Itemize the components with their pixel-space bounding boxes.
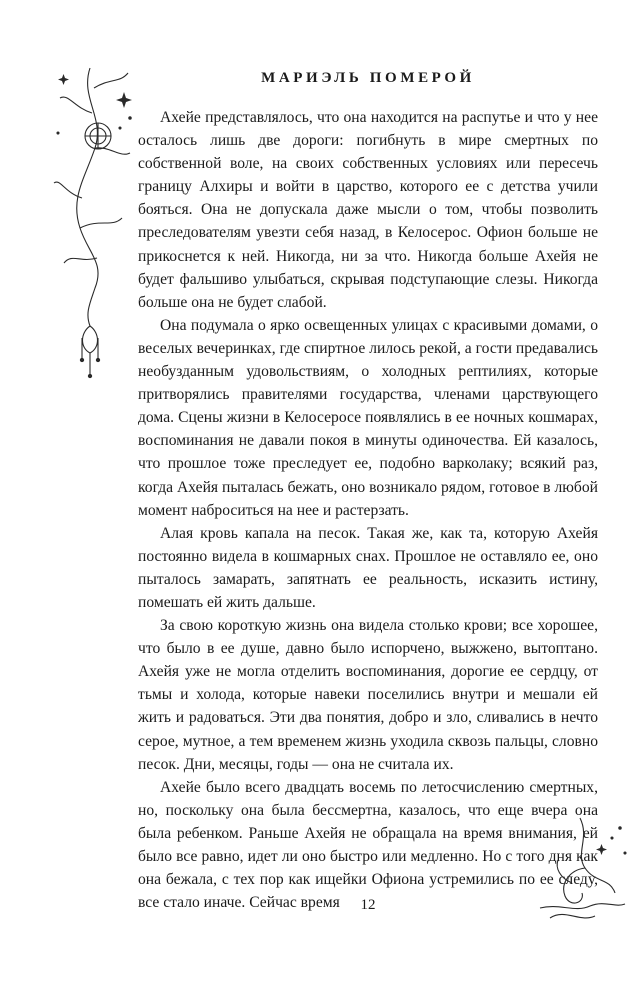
body-text — [138, 106, 598, 914]
paragraph: За свою короткую жизнь она видела столько крови; все хорошее, что было в ее душе, давно было испорчено, выжжено, вытоптано. Ахейя уже не могла отделить воспоминания, дорогие ее сердцу, от тьмы и холода, которые навеки поселились внутри и мешали ей жить и радоваться. Эти два понятия, добро и зло, сливались в нечто серое, мутное, а тем временем жизнь уходила сквозь пальцы, словно песок. Дни, месяцы, годы — она не считала их. — [138, 617, 598, 773]
paragraph: Ахейе было всего двадцать восемь по летосчислению смертных, но, поскольку она была бессмертна, казалось, что еще вчера она была ребенком. Раньше Ахейя не обращала на время внимания, ей было все равно, идет ли оно быстро или медленно. Но с того дня как она бежала, с тех пор как ищейки Офиона устремились по ее следу, все стало иначе. Сейчас время — [138, 778, 598, 912]
paragraph: Алая кровь капала на песок. Такая же, как та, которую Ахейя постоянно видела в кошмарных снах. Прошлое не оставляло ее, оно пыталось замарать, запятнать ее реальность, исказить истину, помешать ей жить дальше. — [138, 524, 598, 611]
running-head-author: МАРИЭЛЬ ПОМЕРОЙ — [261, 70, 475, 86]
paragraph: Ахейе представлялось, что она находится на распутье и что у нее осталось лишь две дороги: погибнуть в мире смертных по собственной воле, на своих собственных условиях или пересечь границу Алхиры и войти в царство, которого ее с детства учили бояться. Она не допускала даже мысли о том, чтобы позволить преследователям увезти себя назад, в Келосерос. Офион больше не прикоснется к ней. Никогда, ни за что. Никогда больше Ахейя не будет фальшиво улыбаться, скрывая подступающие слезы. Никогда больше она не будет слабой. — [138, 109, 598, 311]
page-number: 12 — [360, 897, 376, 913]
floral-ornament-right — [520, 808, 630, 928]
paragraph: Она подумала о ярко освещенных улицах с красивыми домами, о веселых вечеринках, где спиртное лилось рекой, а гости предавались необузданным удовольствиям, о холодных рептилиях, которые притворялись правителями государства, членами царствующего дома. Сцены жизни в Келосеросе появлялись в ее ночных кошмарах, воспоминания не давали покоя в минуты одиночества. Ей казалось, что прошлое тоже преследует ее, подобно варколаку; всякий раз, когда Ахейя пыталась бежать, оно возникало рядом, готовое в любой момент наброситься на нее и растерзать. — [138, 316, 598, 519]
floral-ornament-left — [50, 58, 140, 378]
